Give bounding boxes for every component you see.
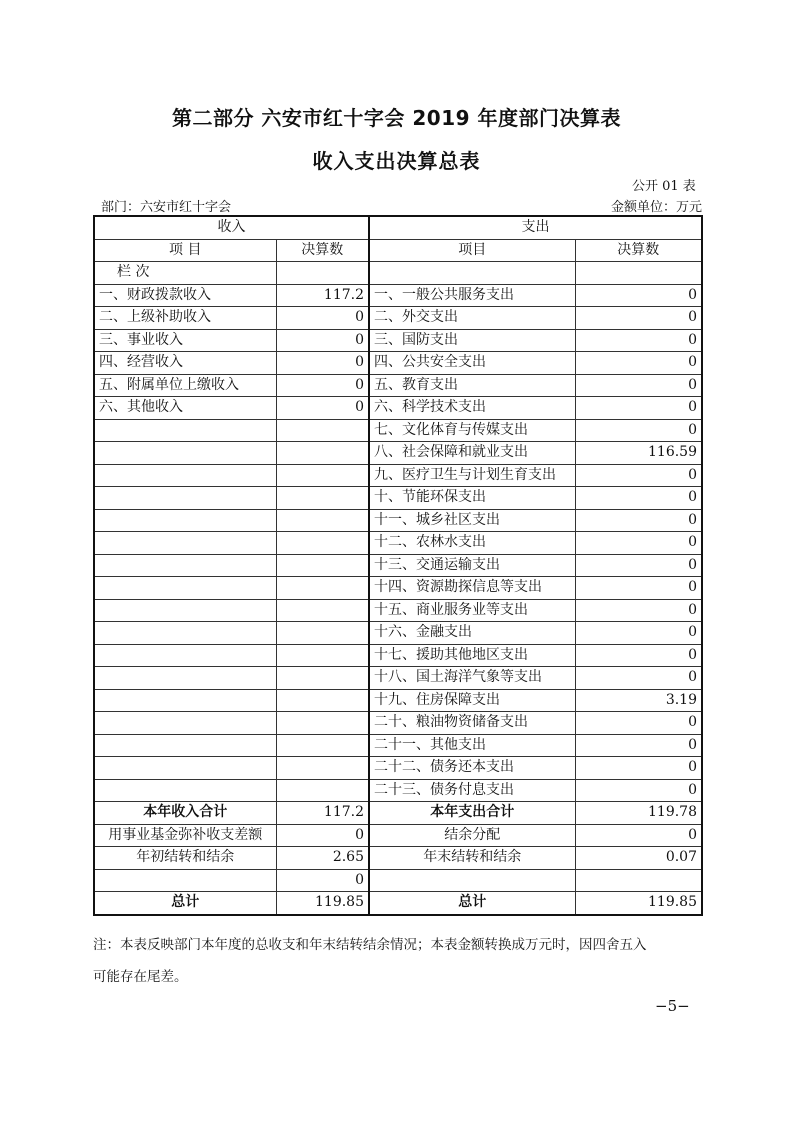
table-row [94, 307, 702, 330]
expense-item-label: 二十、粮油物资储备支出 [369, 712, 575, 735]
expense-item-value: 0 [575, 419, 702, 442]
table-row [94, 284, 702, 307]
table-row [94, 509, 702, 532]
expense-item-value: 0 [575, 734, 702, 757]
income-item-label: 五、附属单位上缴收入 [94, 374, 276, 397]
expense-item-label: 十二、农林水支出 [369, 532, 575, 555]
expense-amount-header: 决算数 [575, 239, 702, 262]
income-item-label: 一、财政拨款收入 [94, 284, 276, 307]
expense-item-value: 0 [575, 757, 702, 780]
expense-item-value: 0 [575, 329, 702, 352]
expense-item-label: 七、文化体育与传媒支出 [369, 419, 575, 442]
income-expense-table [93, 215, 703, 916]
fund-row [94, 824, 702, 847]
expense-header: 支出 [369, 216, 702, 239]
expense-item-value: 0 [575, 554, 702, 577]
expense-item-label: 二十二、债务还本支出 [369, 757, 575, 780]
expense-item-label: 九、医疗卫生与计划生育支出 [369, 464, 575, 487]
expense-item-value: 0 [575, 464, 702, 487]
surplus-dist-value: 0 [575, 824, 702, 847]
table-row [94, 464, 702, 487]
expense-item-label: 一、一般公共服务支出 [369, 284, 575, 307]
budget-table-container [93, 215, 701, 916]
blank-value: 0 [276, 869, 369, 892]
expense-item-value: 0 [575, 374, 702, 397]
page-number: −5− [655, 997, 690, 1015]
grand-total-right: 119.85 [575, 892, 702, 915]
table-row [94, 532, 702, 555]
table-row [94, 442, 702, 465]
table-row [94, 779, 702, 802]
table-row [94, 667, 702, 690]
begin-balance-label: 年初结转和结余 [94, 847, 276, 870]
page-title: 第二部分 六安市红十字会 2019 年度部门决算表 [171, 106, 622, 130]
table-row [94, 599, 702, 622]
income-item-value: 0 [276, 329, 369, 352]
income-item-label: 二、上级补助收入 [94, 307, 276, 330]
expense-item-header: 项目 [369, 239, 575, 262]
expense-item-value: 0 [575, 779, 702, 802]
note-line-2: 可能存在尾差。 [93, 969, 188, 985]
expense-total-label: 本年支出合计 [369, 802, 575, 825]
begin-balance-value: 2.65 [276, 847, 369, 870]
total-row [94, 802, 702, 825]
income-total-value: 117.2 [276, 802, 369, 825]
surplus-dist-label: 结余分配 [369, 824, 575, 847]
expense-item-label: 二、外交支出 [369, 307, 575, 330]
expense-item-value: 0 [575, 577, 702, 600]
income-item-value: 0 [276, 307, 369, 330]
expense-item-label: 二十三、债务付息支出 [369, 779, 575, 802]
income-item-label: 六、其他收入 [94, 397, 276, 420]
expense-item-value: 3.19 [575, 689, 702, 712]
income-item-value: 117.2 [276, 284, 369, 307]
expense-item-label: 十五、商业服务业等支出 [369, 599, 575, 622]
income-item-value: 0 [276, 352, 369, 375]
income-item-value: 0 [276, 374, 369, 397]
table-row [94, 352, 702, 375]
unit-label: 金额单位：万元 [611, 200, 703, 215]
expense-item-label: 十七、援助其他地区支出 [369, 644, 575, 667]
expense-item-label: 八、社会保障和就业支出 [369, 442, 575, 465]
expense-item-label: 十八、国土海洋气象等支出 [369, 667, 575, 690]
column-index-label: 栏 次 [94, 262, 276, 285]
expense-item-value: 0 [575, 532, 702, 555]
income-item-label: 三、事业收入 [94, 329, 276, 352]
expense-item-label: 十三、交通运输支出 [369, 554, 575, 577]
expense-item-value: 0 [575, 622, 702, 645]
fund-label: 用事业基金弥补收支差额 [94, 824, 276, 847]
expense-item-value: 0 [575, 397, 702, 420]
expense-item-value: 0 [575, 352, 702, 375]
expense-item-value: 0 [575, 599, 702, 622]
table-row [94, 554, 702, 577]
table-title: 收入支出决算总表 [312, 149, 481, 173]
table-row [94, 487, 702, 510]
expense-item-value: 0 [575, 712, 702, 735]
blank-row [94, 869, 702, 892]
expense-item-label: 六、科学技术支出 [369, 397, 575, 420]
table-row [94, 689, 702, 712]
expense-item-value: 0 [575, 284, 702, 307]
note-line-1: 注：本表反映部门本年度的总收支和年末结转结余情况；本表金额转换成万元时，因四舍五入 [93, 937, 647, 953]
expense-item-value: 0 [575, 667, 702, 690]
table-row [94, 419, 702, 442]
table-row [94, 397, 702, 420]
income-item-header: 项 目 [94, 239, 276, 262]
income-item-value: 0 [276, 397, 369, 420]
expense-item-value: 0 [575, 487, 702, 510]
end-balance-label: 年末结转和结余 [369, 847, 575, 870]
expense-item-label: 四、公共安全支出 [369, 352, 575, 375]
expense-item-label: 十九、住房保障支出 [369, 689, 575, 712]
expense-item-label: 五、教育支出 [369, 374, 575, 397]
income-total-label: 本年收入合计 [94, 802, 276, 825]
expense-item-value: 0 [575, 509, 702, 532]
header-row-columns [94, 239, 702, 262]
income-item-label: 四、经营收入 [94, 352, 276, 375]
fund-value: 0 [276, 824, 369, 847]
form-code: 公开 01 表 [632, 179, 696, 194]
expense-item-label: 十六、金融支出 [369, 622, 575, 645]
table-row [94, 734, 702, 757]
table-row [94, 622, 702, 645]
expense-item-value: 0 [575, 307, 702, 330]
column-index-row [94, 262, 702, 285]
table-row [94, 577, 702, 600]
grand-total-label-left: 总计 [94, 892, 276, 915]
income-amount-header: 决算数 [276, 239, 369, 262]
table-row [94, 644, 702, 667]
table-row [94, 757, 702, 780]
expense-item-label: 二十一、其他支出 [369, 734, 575, 757]
expense-item-value: 116.59 [575, 442, 702, 465]
table-row [94, 329, 702, 352]
end-balance-value: 0.07 [575, 847, 702, 870]
expense-item-label: 十、节能环保支出 [369, 487, 575, 510]
department-label: 部门：六安市红十字会 [101, 200, 232, 215]
expense-item-label: 三、国防支出 [369, 329, 575, 352]
expense-item-label: 十四、资源勘探信息等支出 [369, 577, 575, 600]
table-row [94, 374, 702, 397]
income-header: 收入 [94, 216, 369, 239]
table-row [94, 712, 702, 735]
expense-item-label: 十一、城乡社区支出 [369, 509, 575, 532]
balance-row [94, 847, 702, 870]
grand-total-row [94, 892, 702, 915]
grand-total-label-right: 总计 [369, 892, 575, 915]
expense-total-value: 119.78 [575, 802, 702, 825]
grand-total-left: 119.85 [276, 892, 369, 915]
header-row-group [94, 216, 702, 239]
expense-item-value: 0 [575, 644, 702, 667]
